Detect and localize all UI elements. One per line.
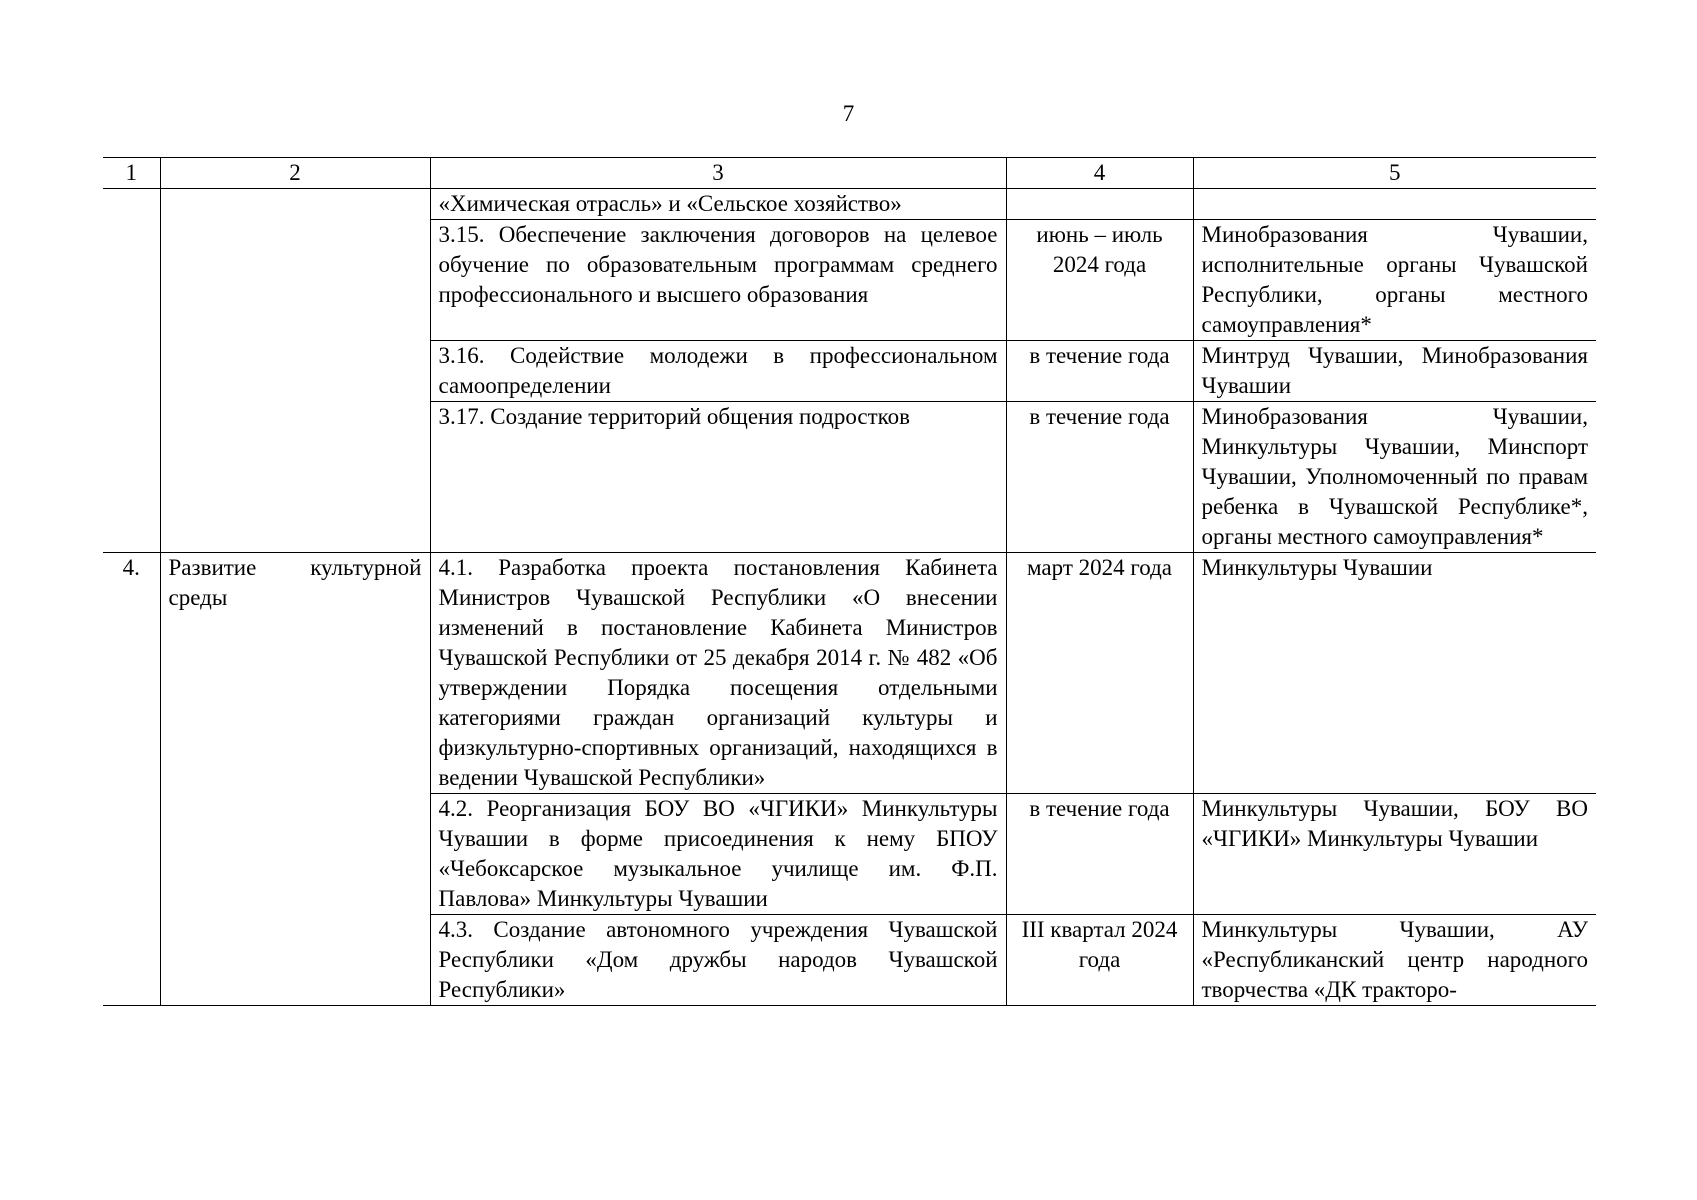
row-direction <box>160 189 430 220</box>
page-number: 7 <box>842 101 855 126</box>
table-header-row <box>103 158 1596 189</box>
row-number <box>103 402 160 553</box>
row-term: март 2024 года <box>1006 553 1193 794</box>
row-direction <box>160 794 430 915</box>
row-term <box>1006 189 1193 220</box>
row-executors: Минкультуры Чувашии, БОУ ВО «ЧГИКИ» Минкультуры Чувашии <box>1193 794 1596 915</box>
row-executors: Минобразования Чувашии, Минкультуры Чувашии, Минспорт Чувашии, Уполномоченный по правам ребенка в Чувашской Республике*, органы местного самоуправления* <box>1193 402 1596 553</box>
header-col-1: 1 <box>103 158 160 189</box>
table-row <box>103 341 1596 402</box>
row-number <box>103 794 160 915</box>
row-executors: Минкультуры Чувашии, АУ «Республиканский центр народного творчества «ДК тракторо- <box>1193 915 1596 1006</box>
table-row <box>103 402 1596 553</box>
row-measure: 3.16. Содействие молодежи в профессиональном самоопределении <box>430 341 1006 402</box>
row-measure: 4.2. Реорганизация БОУ ВО «ЧГИКИ» Минкультуры Чувашии в форме присоединения к нему БПОУ «Чебоксарское музыкальное училище им. Ф.П. Павлова» Минкультуры Чувашии <box>430 794 1006 915</box>
header-col-4: 4 <box>1006 158 1193 189</box>
table-row <box>103 553 1596 794</box>
row-executors: Минобразования Чувашии, исполнительные органы Чувашской Республики, органы местного самоуправления* <box>1193 220 1596 341</box>
row-direction <box>160 402 430 553</box>
header-col-5: 5 <box>1193 158 1596 189</box>
row-executors: Минкультуры Чувашии <box>1193 553 1596 794</box>
row-number <box>103 341 160 402</box>
table-row <box>103 794 1596 915</box>
row-term: в течение года <box>1006 341 1193 402</box>
row-number <box>103 189 160 220</box>
table-row <box>103 220 1596 341</box>
row-direction <box>160 915 430 1006</box>
row-measure: «Химическая отрасль» и «Сельское хозяйство» <box>430 189 1006 220</box>
row-direction: Развитие культурной среды <box>160 553 430 794</box>
row-measure: 4.1. Разработка проекта постановления Кабинета Министров Чувашской Республики «О внесении изменений в постановление Кабинета Министров Чувашской Республики от 25 декабря 2014 г. № 482 «Об утверждении Порядка посещения отдельными категориями граждан организаций культуры и физкультурно-спортивных организаций, находящихся в ведении Чувашской Республики» <box>430 553 1006 794</box>
row-term: в течение года <box>1006 794 1193 915</box>
row-number: 4. <box>103 553 160 794</box>
row-term: июнь – июль 2024 года <box>1006 220 1193 341</box>
header-col-3: 3 <box>430 158 1006 189</box>
plan-table <box>103 157 1596 1006</box>
row-term: III квартал 2024 года <box>1006 915 1193 1006</box>
row-executors <box>1193 189 1596 220</box>
row-direction <box>160 341 430 402</box>
row-direction <box>160 220 430 341</box>
row-measure: 4.3. Создание автономного учреждения Чувашской Республики «Дом дружбы народов Чувашской Республики» <box>430 915 1006 1006</box>
row-measure: 3.15. Обеспечение заключения договоров на целевое обучение по образовательным программам среднего профессионального и высшего образования <box>430 220 1006 341</box>
row-number <box>103 220 160 341</box>
table-row <box>103 189 1596 220</box>
row-number <box>103 915 160 1006</box>
header-col-2: 2 <box>160 158 430 189</box>
row-measure: 3.17. Создание территорий общения подростков <box>430 402 1006 553</box>
table-row <box>103 915 1596 1006</box>
row-executors: Минтруд Чувашии, Минобразования Чувашии <box>1193 341 1596 402</box>
row-term: в течение года <box>1006 402 1193 553</box>
